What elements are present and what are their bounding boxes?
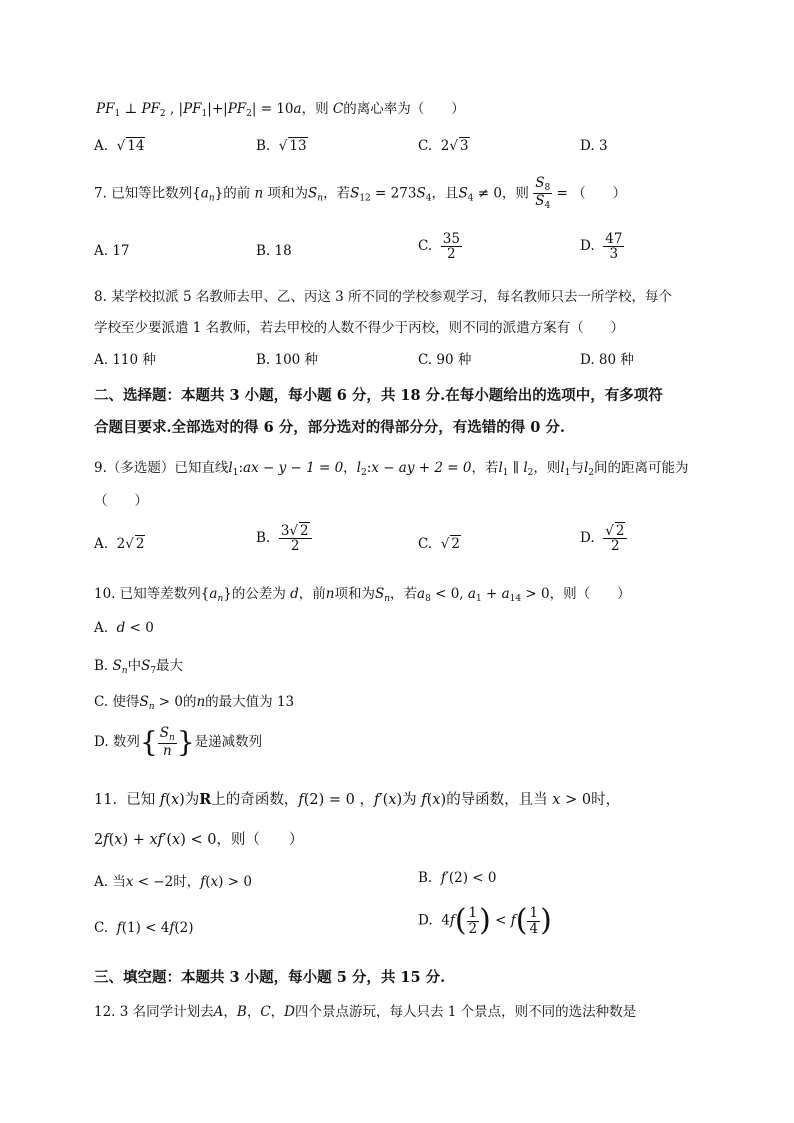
q10-option-a[interactable]: A. d < 0	[94, 620, 154, 636]
section2-heading-line1: 二、选择题：本题共 3 小题，每小题 6 分，共 18 分.在每小题给出的选项中，有多项符	[94, 387, 663, 404]
q11-option-b[interactable]: B. f′(2) < 0	[418, 870, 497, 886]
q11-option-a[interactable]: A. 当x < −2时，f(x) > 0	[94, 874, 252, 890]
q11-option-c[interactable]: C. f(1) < 4f(2)	[94, 920, 194, 936]
q9-option-a[interactable]: A. 2√ 2	[94, 536, 145, 552]
q9-option-d[interactable]: D. $\frac{√ 2}{2}$	[580, 524, 627, 553]
q6-option-b[interactable]: B. √ 13	[256, 138, 307, 154]
section2-heading-line2: 合题目要求.全部选对的得 6 分，部分选对的得部分分，有选错的得 0 分.	[94, 419, 565, 436]
q10-stem: 10. 已知等差数列$\{a_n\}$的公差为 d，前n项和为$S_n$，若$a_8 < 0$, $a_1 + a_{14} > 0$，则（ ）	[94, 586, 631, 604]
q11-stem-line1: 11. 已知 f(x)为R上的奇函数，f(2) = 0 ，f′(x)为 f(x)的导函数，且当 x > 0时，	[94, 791, 621, 808]
q6-option-d[interactable]: D. 3	[580, 138, 608, 154]
q9-stem-line1: 9.（多选题）已知直线$l_1:ax - y - 1 = 0$，$l_2:x$ − ay + 2 = 0，若$l_1$ ∥ $l_2$，则$l_1$与$l_2$间的距离可能为	[94, 460, 689, 478]
q10-option-b[interactable]: B. $S_n$中$S_7$最大	[94, 658, 184, 676]
q12-stem-line1: 12. 3 名同学计划去A，B，C，D四个景点游玩，每人只去 1 个景点，则不同的选法种数是	[94, 1004, 637, 1020]
q8-option-d[interactable]: D. 80 种	[580, 352, 634, 368]
q7-option-c[interactable]: C. $\frac{35}{2}$	[418, 231, 460, 263]
q11-option-d[interactable]: D. 4f( $\frac{1}{2}$ ) < f( $\frac{1}{4}$ )	[418, 903, 552, 938]
q8-option-a[interactable]: A. 110 种	[94, 352, 156, 368]
q7-stem: 7. 已知等比数列$\{a_n\}$的前 n 项和为$S_n$，若$S_{12} = 273S_4$，且$S_4 \ne 0$，则 $\frac{S_8}{S_4}$ = （ ）	[94, 175, 627, 212]
q8-stem-line1: 8. 某学校拟派 5 名教师去甲、乙、丙这 3 所不同的学校参观学习，每名教师只去一所学校，每个	[94, 289, 673, 305]
q7-option-b[interactable]: B. 18	[256, 243, 292, 259]
q6-condition-line: $PF_1$ ⊥ $PF_2$ , $|PF_1|+|PF_2| = 10a$，则 C的离心率为（ ）	[96, 101, 465, 119]
q10-option-d[interactable]: D. 数列{ $\frac{S_n}{n}$ }是递减数列	[94, 725, 263, 760]
q11-stem-line2: 2f(x) + xf′(x) < 0，则（ ）	[94, 832, 304, 848]
q7-option-a[interactable]: A. 17	[94, 243, 130, 259]
q8-option-b[interactable]: B. 100 种	[256, 352, 319, 368]
q10-option-c[interactable]: C. 使得$S_n > 0$的n的最大值为 13	[94, 694, 295, 712]
q9-option-b[interactable]: B. $\frac{3√ 2}{2}$	[256, 524, 312, 553]
q9-answer-paren: （ ）	[94, 493, 148, 509]
q7-option-d[interactable]: D. $\frac{47}{3}$	[580, 231, 623, 263]
q6-option-a[interactable]: A. √ 14	[94, 138, 145, 154]
q8-option-c[interactable]: C. 90 种	[418, 352, 472, 368]
q8-stem-line2: 学校至少要派遣 1 名教师，若去甲校的人数不得少于丙校，则不同的派遣方案有（ ）	[94, 320, 625, 336]
q9-option-c[interactable]: C. √ 2	[418, 536, 460, 552]
q6-option-c[interactable]: C. 2√ 3	[418, 138, 469, 154]
section3-heading: 三、填空题：本题共 3 小题，每小题 5 分，共 15 分.	[94, 969, 446, 986]
